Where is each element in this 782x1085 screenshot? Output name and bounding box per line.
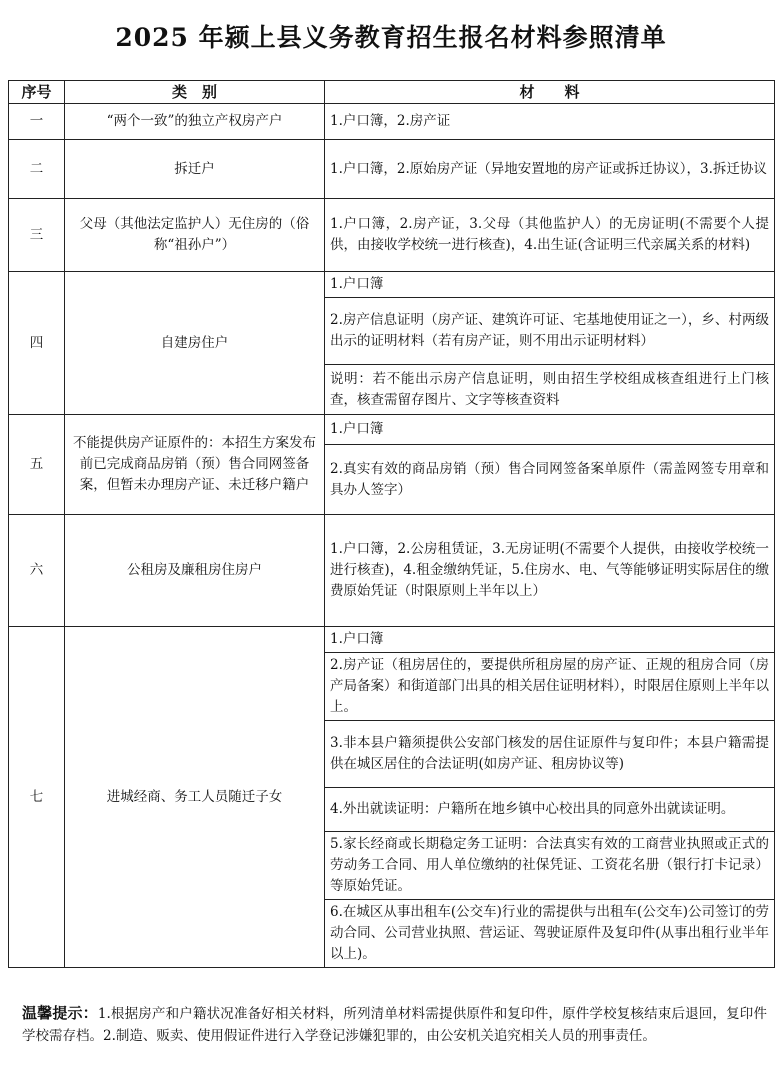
row-number: 二 <box>9 140 65 199</box>
row-material: 2.房产证（租房居住的，要提供所租房屋的房产证、正规的租房合同（房产局备案）和街道部门出具的相关居住证明材料），时限居住原则上半年以上。 <box>325 653 775 721</box>
row-material: 1.户口簿 <box>325 272 775 298</box>
row-number: 一 <box>9 104 65 140</box>
table-row <box>9 199 775 272</box>
row-material: 2.房产信息证明（房产证、建筑许可证、宅基地使用证之一），乡、村两级出示的证明材料（若有房产证，则不用出示证明材料） <box>325 298 775 365</box>
row-number: 五 <box>9 415 65 515</box>
warm-tips <box>22 1002 767 1047</box>
table-header-row <box>9 81 775 104</box>
tips-label: 温馨提示： <box>22 1004 98 1022</box>
row-category: 公租房及廉租房住房户 <box>65 515 325 627</box>
row-material: 2.真实有效的商品房销（预）售合同网签备案单原件（需盖网签专用章和具办人签字） <box>325 445 775 515</box>
header-no: 序号 <box>9 81 65 104</box>
header-materials: 材 料 <box>325 81 775 104</box>
row-material: 5.家长经商或长期稳定务工证明：合法真实有效的工商营业执照或正式的劳动务工合同、用人单位缴纳的社保凭证、工资花名册（银行打卡记录）等原始凭证。 <box>325 832 775 900</box>
materials-table <box>8 80 775 968</box>
tips-body: 1.根据房产和户籍状况准备好相关材料，所列清单材料需提供原件和复印件，原件学校复核结束后退回，复印件学校需存档。2.制造、贩卖、使用假证件进行入学登记涉嫌犯罪的，由公安机关追究相关人员的刑事责任。 <box>22 1006 767 1044</box>
row-category: 父母（其他法定监护人）无住房的（俗称“祖孙户”） <box>65 199 325 272</box>
row-material: 3.非本县户籍须提供公安部门核发的居住证原件与复印件；本县户籍需提供在城区居住的合法证明(如房产证、租房协议等) <box>325 721 775 788</box>
table-row <box>9 515 775 627</box>
row-category: “两个一致”的独立产权房产户 <box>65 104 325 140</box>
table-row <box>9 272 775 298</box>
row-category: 进城经商、务工人员随迁子女 <box>65 627 325 968</box>
row-material: 1.户口簿 <box>325 627 775 653</box>
row-material: 6.在城区从事出租车(公交车)行业的需提供与出租车(公交车)公司签订的劳动合同、公司营业执照、营运证、驾驶证原件及复印件(从事出租行业半年以上)。 <box>325 900 775 968</box>
row-category: 拆迁户 <box>65 140 325 199</box>
table-row <box>9 627 775 653</box>
row-material: 4.外出就读证明：户籍所在地乡镇中心校出具的同意外出就读证明。 <box>325 788 775 832</box>
row-material: 1.户口簿 <box>325 415 775 445</box>
table-row <box>9 140 775 199</box>
row-category: 不能提供房产证原件的：本招生方案发布前已完成商品房销（预）售合同网签备案，但暂未办理房产证、未迁移户籍户 <box>65 415 325 515</box>
table-row <box>9 415 775 445</box>
header-category: 类 别 <box>65 81 325 104</box>
row-material: 1.户口簿，2.房产证 <box>325 104 775 140</box>
row-material: 1.户口簿，2.房产证，3.父母（其他监护人）的无房证明(不需要个人提供，由接收学校统一进行核查)，4.出生证(含证明三代亲属关系的材料) <box>325 199 775 272</box>
row-number: 三 <box>9 199 65 272</box>
row-number: 四 <box>9 272 65 415</box>
row-material: 1.户口簿，2.公房租赁证，3.无房证明(不需要个人提供，由接收学校统一进行核查)，4.租金缴纳凭证，5.住房水、电、气等能够证明实际居住的缴费原始凭证（时限原则上半年以上） <box>325 515 775 627</box>
row-material: 1.户口簿，2.原始房产证（异地安置地的房产证或拆迁协议），3.拆迁协议 <box>325 140 775 199</box>
row-number: 六 <box>9 515 65 627</box>
row-category: 自建房住户 <box>65 272 325 415</box>
table-row <box>9 104 775 140</box>
row-material: 说明：若不能出示房产信息证明，则由招生学校组成核查组进行上门核查，核查需留存图片、文字等核查资料 <box>325 365 775 415</box>
row-number: 七 <box>9 627 65 968</box>
page-title: 2025 年颍上县义务教育招生报名材料参照清单 <box>115 23 667 52</box>
